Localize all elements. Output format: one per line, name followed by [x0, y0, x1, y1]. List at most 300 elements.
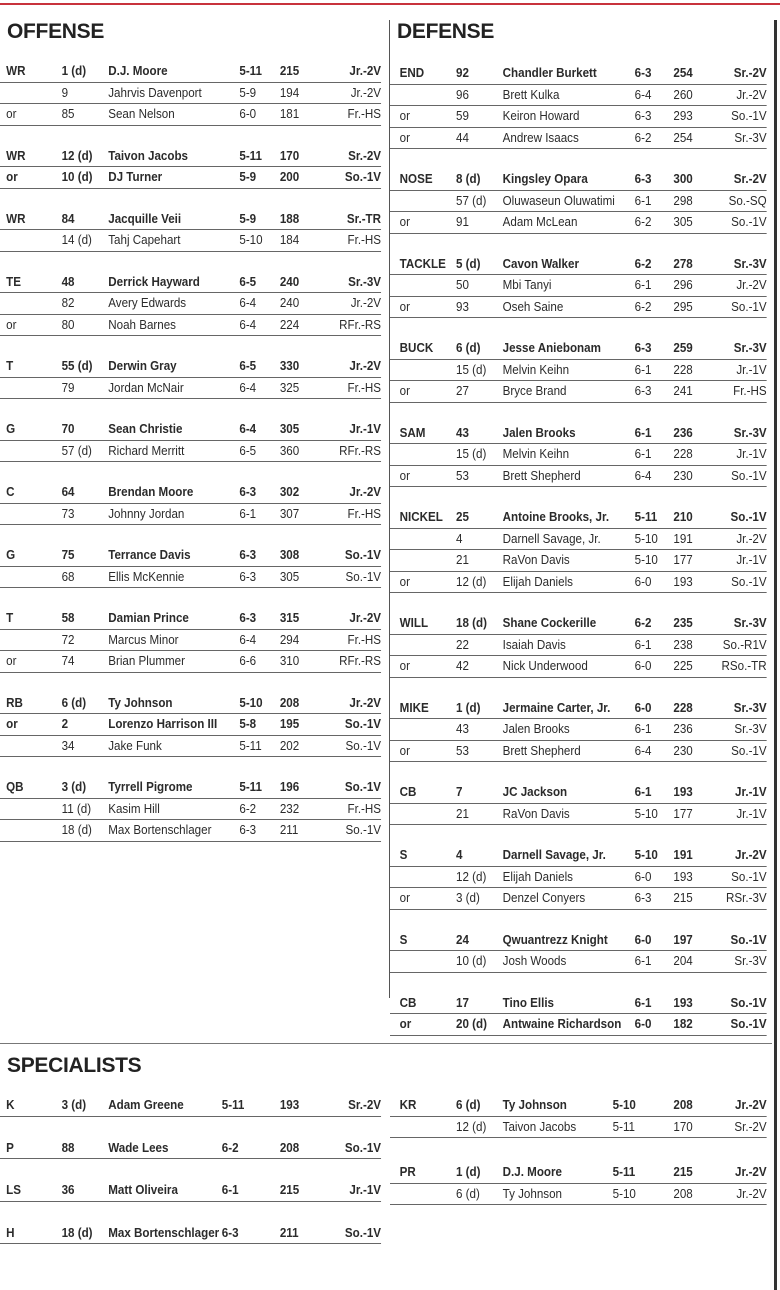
- weight: 196: [279, 779, 300, 794]
- height: 6-4: [239, 379, 257, 395]
- weight: 330: [279, 358, 300, 373]
- jersey-number: 8 (d): [456, 171, 481, 186]
- player-name: Darnell Savage, Jr.: [502, 530, 601, 546]
- position: QB: [6, 779, 24, 794]
- height: 6-3: [634, 340, 652, 355]
- weight: 197: [673, 931, 693, 947]
- height: 6-0: [239, 106, 257, 121]
- player-name: Ty Johnson: [502, 1097, 567, 1112]
- class-year: Jr.-2V: [349, 63, 382, 78]
- height: 6-3: [239, 568, 257, 584]
- class-year: Jr.-1V: [736, 446, 767, 461]
- player-row: [390, 741, 767, 763]
- height: 6-5: [239, 358, 257, 373]
- position: LS: [6, 1182, 21, 1197]
- class-year: So.-1V: [730, 1016, 767, 1031]
- player-name: Chandler Burkett: [502, 65, 597, 80]
- class-year: So.-1V: [344, 1139, 382, 1155]
- player-row: [0, 1223, 381, 1245]
- player-name: Shane Cockerille: [502, 615, 597, 630]
- height: 6-3: [239, 547, 257, 562]
- weight: 188: [279, 210, 300, 226]
- class-year: So.-1V: [731, 214, 767, 229]
- player-name: Tahj Capehart: [108, 232, 181, 247]
- jersey-number: 93: [456, 298, 469, 314]
- weight: 241: [673, 383, 693, 398]
- class-year: So.-1V: [345, 568, 382, 584]
- specialists-right: [390, 1095, 780, 1229]
- height: 6-0: [634, 931, 652, 947]
- weight: 235: [673, 615, 693, 630]
- class-year: Jr.-2V: [350, 84, 382, 100]
- position-group: [390, 1095, 780, 1138]
- player-row: [0, 693, 381, 715]
- class-year: So.-1V: [345, 737, 382, 753]
- position: END: [399, 65, 425, 80]
- player-row: [0, 651, 381, 673]
- player-name: Damian Prince: [108, 610, 189, 625]
- jersey-number: 12 (d): [61, 147, 93, 163]
- player-name: Ellis McKennie: [108, 568, 185, 584]
- player-name: Adam Greene: [108, 1097, 184, 1112]
- jersey-number: 57 (d): [61, 442, 92, 458]
- class-year: Jr.-2V: [349, 694, 382, 710]
- weight: 295: [673, 298, 693, 314]
- class-year: Jr.-2V: [350, 295, 382, 310]
- weight: 208: [673, 1097, 693, 1112]
- class-year: Jr.-1V: [735, 784, 767, 799]
- class-year: Fr.-HS: [347, 631, 382, 647]
- player-name: Brendan Moore: [108, 484, 194, 499]
- height: 5-9: [239, 210, 257, 226]
- player-row: [0, 419, 381, 441]
- position-group: [0, 61, 433, 126]
- height: 6-1: [634, 953, 652, 968]
- player-row: [390, 1162, 767, 1184]
- jersey-number: 84: [61, 210, 75, 226]
- height: 6-1: [634, 636, 652, 652]
- jersey-number: 4: [456, 530, 463, 546]
- position-group: [0, 482, 433, 525]
- position: S: [399, 931, 408, 947]
- player-row: [390, 1117, 767, 1139]
- weight: 302: [279, 484, 300, 499]
- class-year: Sr.-3V: [734, 721, 767, 736]
- class-year: So.-1V: [731, 108, 767, 123]
- weight: 238: [673, 636, 693, 652]
- weight: 305: [673, 214, 693, 229]
- position-group: [390, 338, 780, 403]
- weight: 360: [279, 442, 300, 458]
- player-row: [390, 507, 767, 529]
- jersey-number: 17: [456, 994, 469, 1010]
- height: 6-3: [634, 65, 652, 80]
- player-row: [390, 930, 767, 952]
- height: 6-0: [634, 868, 652, 884]
- jersey-number: 18 (d): [61, 822, 92, 837]
- weight: 181: [279, 106, 300, 121]
- position-group: [0, 1095, 433, 1117]
- position-group: [0, 419, 433, 462]
- player-row: [390, 529, 767, 551]
- player-row: [0, 209, 381, 231]
- player-row: [390, 85, 767, 107]
- weight: 177: [673, 805, 693, 821]
- player-name: Denzel Conyers: [502, 890, 586, 905]
- height: 6-6: [239, 653, 257, 668]
- weight: 300: [673, 171, 693, 186]
- jersey-number: 75: [61, 547, 75, 562]
- player-name: Jermaine Carter, Jr.: [502, 699, 611, 715]
- position: WR: [6, 147, 26, 163]
- position: RB: [6, 694, 23, 710]
- jersey-number: 5 (d): [456, 255, 481, 271]
- position-group: [390, 254, 780, 319]
- jersey-number: 4: [456, 847, 463, 862]
- jersey-number: 36: [61, 1182, 75, 1197]
- player-name: Brett Shepherd: [502, 742, 581, 758]
- class-year: So.-1V: [731, 467, 767, 483]
- weight: 307: [279, 505, 300, 521]
- height: 6-3: [634, 383, 652, 398]
- jersey-number: 1 (d): [456, 699, 481, 715]
- player-name: Mbi Tanyi: [502, 277, 552, 292]
- class-year: Fr.-HS: [347, 232, 382, 247]
- player-name: Jesse Aniebonam: [502, 340, 601, 355]
- weight: 305: [279, 568, 300, 584]
- position-group: [0, 608, 433, 673]
- weight: 182: [673, 1016, 693, 1031]
- weight: 230: [673, 467, 693, 483]
- height: 6-3: [239, 822, 257, 837]
- player-row: [0, 293, 381, 315]
- jersey-number: 20 (d): [456, 1016, 487, 1031]
- class-year: Sr.-3V: [348, 273, 382, 289]
- height: 6-2: [634, 615, 652, 630]
- height: 5-11: [612, 1118, 636, 1134]
- player-row: [0, 315, 381, 337]
- class-year: So.-1V: [731, 298, 767, 314]
- jersey-number: 43: [456, 424, 469, 440]
- position: or: [6, 169, 18, 184]
- position: BUCK: [399, 340, 434, 355]
- jersey-number: 42: [456, 658, 469, 673]
- jersey-number: 58: [61, 610, 75, 625]
- height: 5-10: [634, 552, 658, 567]
- weight: 215: [673, 1164, 693, 1179]
- player-name: Max Bortenschlager: [108, 1224, 220, 1240]
- position: TACKLE: [399, 255, 446, 271]
- player-name: Brian Plummer: [108, 653, 185, 668]
- player-row: [0, 714, 381, 736]
- player-name: Nick Underwood: [502, 658, 588, 673]
- position: or: [399, 108, 411, 123]
- offense-title: OFFENSE: [7, 20, 105, 43]
- height: 6-1: [634, 721, 652, 736]
- class-year: Jr.-1V: [736, 805, 767, 821]
- weight: 215: [279, 1182, 300, 1197]
- weight: 191: [673, 530, 693, 546]
- player-row: [390, 254, 767, 276]
- position: or: [399, 890, 411, 905]
- jersey-number: 57 (d): [456, 192, 487, 208]
- jersey-number: 85: [61, 106, 75, 121]
- height: 6-5: [239, 273, 257, 289]
- player-row: [0, 104, 381, 126]
- height: 6-2: [634, 129, 652, 145]
- player-row: [0, 378, 381, 400]
- position: MIKE: [399, 699, 429, 715]
- class-year: RFr.-RS: [339, 442, 382, 458]
- position-group: [390, 845, 780, 910]
- height: 6-1: [239, 505, 257, 521]
- jersey-number: 12 (d): [456, 573, 487, 589]
- class-year: Jr.-1V: [736, 552, 767, 567]
- class-year: Sr.-2V: [348, 1097, 382, 1112]
- position: or: [399, 298, 411, 314]
- position-group: [0, 1223, 433, 1245]
- height: 6-4: [634, 742, 652, 758]
- position: G: [6, 547, 16, 562]
- height: 5-11: [239, 63, 262, 78]
- player-row: [0, 1095, 381, 1117]
- player-row: [0, 777, 381, 799]
- player-name: Taivon Jacobs: [108, 147, 189, 163]
- height: 6-1: [634, 994, 652, 1010]
- height: 5-10: [612, 1097, 636, 1112]
- weight: 236: [673, 721, 693, 736]
- player-row: [390, 782, 767, 804]
- position: or: [6, 716, 18, 731]
- player-row: [390, 169, 767, 191]
- jersey-number: 72: [61, 631, 75, 647]
- jersey-number: 12 (d): [456, 1118, 487, 1134]
- weight: 278: [673, 255, 693, 271]
- player-row: [390, 845, 767, 867]
- player-name: Matt Oliveira: [108, 1182, 178, 1197]
- jersey-number: 1 (d): [61, 63, 87, 78]
- position: or: [6, 653, 17, 668]
- player-name: Darnell Savage, Jr.: [502, 847, 606, 862]
- jersey-number: 1 (d): [456, 1164, 481, 1179]
- class-year: So.-1V: [344, 1224, 382, 1240]
- player-name: JC Jackson: [502, 784, 568, 799]
- weight: 193: [673, 868, 693, 884]
- player-row: [0, 1138, 381, 1160]
- weight: 240: [279, 273, 300, 289]
- jersey-number: 48: [61, 273, 75, 289]
- weight: 195: [279, 716, 300, 731]
- player-name: Ty Johnson: [502, 1185, 562, 1201]
- class-year: Fr.-HS: [733, 383, 767, 398]
- player-row: [0, 441, 381, 463]
- position: S: [399, 847, 408, 862]
- weight: 202: [279, 737, 300, 753]
- player-name: Antwaine Richardson: [502, 1016, 622, 1031]
- position-group: [390, 613, 780, 678]
- player-name: Sean Nelson: [108, 106, 175, 121]
- class-year: Sr.-3V: [733, 255, 767, 271]
- height: 5-9: [239, 84, 257, 100]
- player-row: [390, 656, 767, 678]
- class-year: Jr.-1V: [349, 1182, 382, 1197]
- player-name: Noah Barnes: [108, 316, 176, 332]
- weight: 193: [673, 573, 693, 589]
- height: 5-10: [634, 530, 658, 546]
- jersey-number: 21: [456, 552, 469, 567]
- jersey-number: 27: [456, 383, 469, 398]
- class-year: Jr.-2V: [736, 530, 767, 546]
- height: 5-11: [239, 779, 262, 794]
- weight: 225: [673, 658, 693, 673]
- player-row: [0, 61, 381, 83]
- height: 5-11: [239, 737, 262, 753]
- player-row: [390, 1014, 767, 1036]
- jersey-number: 2: [61, 716, 69, 731]
- jersey-number: 18 (d): [61, 1224, 93, 1240]
- player-row: [390, 338, 767, 360]
- player-row: [0, 356, 381, 378]
- player-name: Terrance Davis: [108, 547, 191, 562]
- class-year: Sr.-3V: [733, 340, 767, 355]
- position-group: [0, 1138, 433, 1160]
- jersey-number: 43: [456, 721, 469, 736]
- class-year: Sr.-2V: [733, 171, 767, 186]
- player-row: [390, 381, 767, 403]
- section-divider: [0, 1043, 772, 1044]
- jersey-number: 88: [61, 1139, 75, 1155]
- class-year: Jr.-2V: [735, 1164, 767, 1179]
- player-row: [390, 466, 767, 488]
- player-name: Jahrvis Davenport: [108, 84, 202, 100]
- jersey-number: 14 (d): [61, 232, 92, 247]
- jersey-number: 24: [456, 931, 469, 947]
- weight: 193: [673, 994, 693, 1010]
- player-row: [0, 820, 381, 842]
- player-row: [0, 167, 381, 189]
- player-name: Jacquille Veii: [108, 210, 182, 226]
- class-year: Sr.-3V: [733, 615, 767, 630]
- player-name: Tyrrell Pigrome: [108, 779, 193, 794]
- weight: 193: [673, 784, 693, 799]
- height: 6-1: [221, 1182, 239, 1197]
- player-name: Melvin Keihn: [502, 446, 570, 461]
- weight: 254: [673, 65, 693, 80]
- height: 6-4: [239, 316, 257, 332]
- player-name: Jalen Brooks: [502, 721, 570, 736]
- weight: 193: [279, 1097, 300, 1112]
- player-row: [0, 545, 381, 567]
- player-row: [0, 504, 381, 526]
- height: 6-2: [239, 800, 257, 816]
- jersey-number: 11 (d): [61, 800, 92, 816]
- player-name: D.J. Moore: [502, 1164, 562, 1179]
- position-group: [0, 146, 433, 189]
- player-row: [0, 1180, 381, 1202]
- jersey-number: 10 (d): [456, 953, 487, 968]
- player-name: Derwin Gray: [108, 358, 177, 373]
- player-name: RaVon Davis: [502, 805, 570, 821]
- player-row: [0, 567, 381, 589]
- height: 6-1: [634, 277, 652, 292]
- position-group: [390, 698, 780, 763]
- height: 6-4: [239, 421, 257, 436]
- height: 6-4: [634, 467, 652, 483]
- height: 6-3: [221, 1224, 239, 1240]
- player-row: [390, 360, 767, 382]
- weight: 305: [279, 421, 300, 436]
- position-group: [0, 209, 433, 252]
- jersey-number: 64: [61, 484, 75, 499]
- class-year: RSo.-TR: [721, 658, 767, 673]
- class-year: Jr.-2V: [349, 610, 382, 625]
- weight: 211: [279, 822, 299, 837]
- jersey-number: 15 (d): [456, 446, 487, 461]
- position: TE: [6, 273, 21, 289]
- jersey-number: 53: [456, 467, 469, 483]
- class-year: So.-1V: [344, 716, 382, 731]
- player-row: [0, 608, 381, 630]
- class-year: Sr.-2V: [733, 65, 767, 80]
- position-group: [0, 356, 433, 399]
- weight: 230: [673, 742, 693, 758]
- height: 6-0: [634, 658, 652, 673]
- height: 6-2: [221, 1139, 239, 1155]
- player-name: Johnny Jordan: [108, 505, 185, 521]
- weight: 298: [673, 192, 693, 208]
- height: 6-0: [634, 1016, 652, 1031]
- height: 6-4: [239, 631, 257, 647]
- class-year: So.-1V: [731, 868, 767, 884]
- player-name: Oseh Saine: [502, 298, 564, 314]
- weight: 210: [673, 509, 693, 524]
- height: 5-11: [634, 509, 658, 524]
- class-year: Jr.-2V: [736, 86, 767, 102]
- player-row: [390, 951, 767, 973]
- class-year: Jr.-2V: [736, 277, 767, 292]
- class-year: So.-1V: [344, 547, 382, 562]
- player-name: Avery Edwards: [108, 295, 187, 310]
- player-name: Oluwaseun Oluwatimi: [502, 192, 615, 208]
- player-row: [390, 993, 767, 1015]
- weight: 194: [279, 84, 300, 100]
- player-row: [0, 482, 381, 504]
- player-name: Qwuantrezz Knight: [502, 931, 608, 947]
- weight: 325: [279, 379, 300, 395]
- player-name: Kasim Hill: [108, 800, 160, 816]
- jersey-number: 21: [456, 805, 469, 821]
- class-year: RSr.-3V: [726, 890, 767, 905]
- jersey-number: 82: [61, 295, 75, 310]
- player-name: Wade Lees: [108, 1139, 169, 1155]
- position-group: [0, 777, 433, 842]
- position: K: [6, 1097, 15, 1112]
- position: WR: [6, 210, 26, 226]
- class-year: So.-SQ: [728, 192, 767, 208]
- weight: 191: [673, 847, 693, 862]
- class-year: RFr.-RS: [339, 316, 382, 332]
- player-name: Max Bortenschlager: [108, 822, 212, 837]
- position-group: [0, 272, 433, 337]
- jersey-number: 91: [456, 214, 469, 229]
- height: 6-0: [634, 699, 652, 715]
- height: 5-11: [612, 1164, 636, 1179]
- player-row: [0, 799, 381, 821]
- weight: 254: [673, 129, 693, 145]
- class-year: So.-1V: [344, 779, 382, 794]
- class-year: Jr.-2V: [735, 847, 767, 862]
- jersey-number: 3 (d): [61, 1097, 87, 1112]
